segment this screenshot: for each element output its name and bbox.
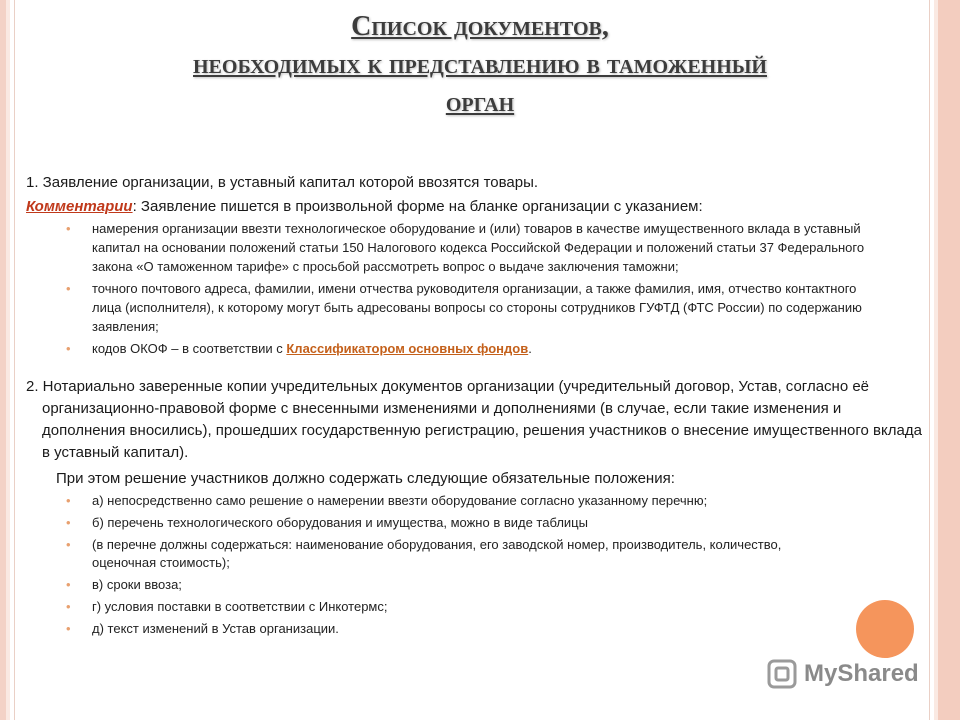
item-2-bullet-list: [26, 492, 926, 638]
title-line-2: необходимых к представлению в таможенный: [193, 49, 767, 80]
list-item: • д) текст изменений в Устав организации.: [92, 620, 926, 638]
list-item: • (в перечне должны содержаться: наименование оборудования, его заводской номер, производитель, количество, оценочная стоимость);: [92, 536, 926, 572]
item-1-comment: [26, 197, 926, 217]
slide-title: [40, 8, 920, 122]
title-line-3: орган: [445, 87, 515, 118]
item-1-heading: 1. Заявление организации, в уставный капитал которой ввозятся товары.: [26, 174, 539, 191]
left-decor-line: [14, 0, 15, 720]
okof-classifier-link[interactable]: Классификатором основных фондов: [286, 341, 529, 356]
okof-suffix: .: [528, 341, 532, 356]
myshared-logo-icon: [766, 658, 798, 690]
slide-content: [26, 172, 926, 642]
list-item: • намерения организации ввезти технологическое оборудование и (или) товаров в качестве имущественного вклада в уставный капитал на основании положений статьи 150 Налогового кодекса Российской Федерации и положений статьи 37 Федерального закона «О таможенном тарифе» с просьбой рассмотреть вопрос о выдаче заключения таможни;: [92, 219, 926, 276]
list-item: • в) сроки ввоза;: [92, 576, 926, 594]
right-decor-line: [929, 0, 930, 720]
item-1-bullet-list: [26, 219, 926, 358]
comment-text: : Заявление пишется в произвольной форме на бланке организации с указанием:: [132, 198, 703, 215]
list-item: • б) перечень технологического оборудования и имущества, можно в виде таблицы: [92, 514, 926, 532]
item-2-heading: 2. Нотариально заверенные копии учредительных документов организации (учредительный договор, Устав, согласно её организационно-правовой форме с внесенными изменениями и дополнениями (в случае, если такие изменения и дополнения вносились), прошедших государственную регистрацию, решения участников о внесение имущественного вклада в уставный капитал).: [26, 378, 922, 461]
item-2-note: При этом решение участников должно содержать следующие обязательные положения:: [56, 470, 675, 487]
left-decor-stripe-inner: [6, 0, 10, 720]
myshared-watermark: [766, 656, 926, 692]
list-item: • а) непосредственно само решение о намерении ввезти оборудование согласно указанному перечню;: [92, 492, 926, 510]
right-decor-stripe-inner: [934, 0, 938, 720]
watermark-text: MyShared: [804, 660, 919, 687]
right-decor-stripe: [938, 0, 960, 720]
list-item: • точного почтового адреса, фамилии, имени отчества руководителя организации, а также фамилия, имя, отчество контактного лица (исполнителя), к которому могут быть адресованы вопросы со стороны сотрудников ГУФТД (ФТС России) по содержанию заявления;: [92, 279, 926, 336]
list-item: [92, 339, 926, 358]
comment-label: Комментарии: [26, 198, 133, 215]
title-line-1: Список документов,: [351, 11, 609, 42]
okof-prefix: кодов ОКОФ – в соответствии с: [92, 341, 287, 356]
list-item: • г) условия поставки в соответствии с Инкотермс;: [92, 598, 926, 616]
decorative-circle: [856, 600, 914, 658]
